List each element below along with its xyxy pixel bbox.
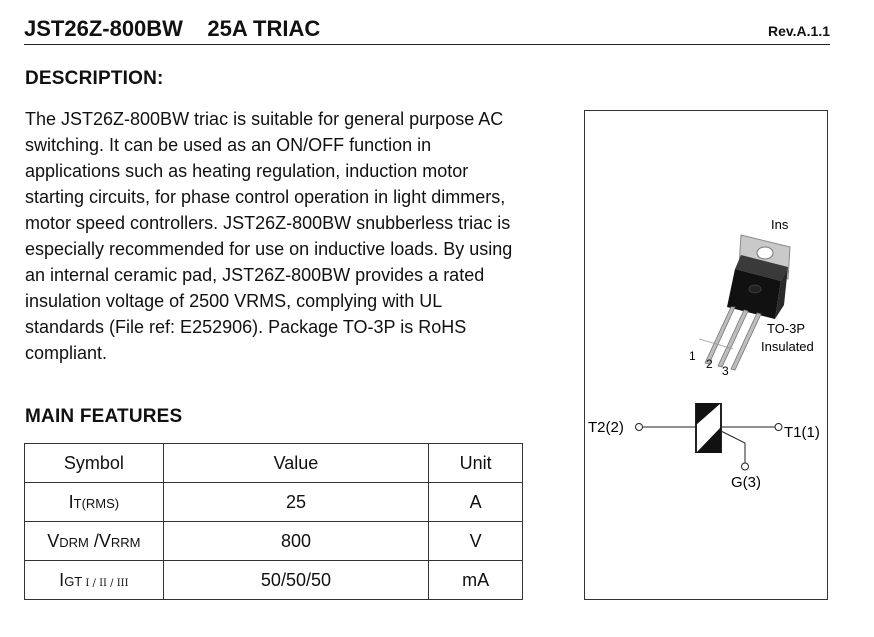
table-row xyxy=(25,522,523,561)
table-row xyxy=(25,483,523,522)
symbol-subscript: T(RMS) xyxy=(73,495,120,511)
description-line: motor speed controllers. JST26Z-800BW snubberless triac is xyxy=(25,213,511,233)
description-line: switching. It can be used as an ON/OFF function in xyxy=(25,135,432,155)
description-line: starting circuits, for phase control operation in light dimmers, xyxy=(25,187,506,207)
package-figure xyxy=(585,111,827,599)
description-line: especially recommended for use on inductive loads. By using xyxy=(25,239,513,259)
pin-label: 3 xyxy=(722,364,729,378)
features-table xyxy=(24,443,523,600)
symbol-cell xyxy=(25,522,164,561)
part-number: JST26Z-800BW xyxy=(24,16,183,41)
title xyxy=(24,16,320,42)
package-note: Insulated xyxy=(761,339,814,354)
header xyxy=(24,14,830,45)
symbol-subscript: DRM xyxy=(59,534,89,550)
tab-label: Ins xyxy=(771,217,789,232)
terminal-g-label: G(3) xyxy=(731,474,761,491)
revision: Rev.A.1.1 xyxy=(768,23,830,39)
symbol-main: I xyxy=(59,569,65,590)
symbol-main: I xyxy=(68,491,74,512)
table-row xyxy=(25,561,523,600)
triac-symbol-icon xyxy=(636,403,783,470)
unit-cell: mA xyxy=(429,561,523,600)
value-cell: 25 xyxy=(163,483,428,522)
description-line: standards (File ref: E252906). Package TO-3P is RoHS xyxy=(25,317,467,337)
symbol-cell xyxy=(25,483,164,522)
column-header-unit: Unit xyxy=(429,444,523,483)
symbol-cell xyxy=(25,561,164,600)
symbol-main: V xyxy=(47,530,60,551)
unit-cell: A xyxy=(429,483,523,522)
description-line: insulation voltage of 2500 VRMS, complying with UL xyxy=(25,291,443,311)
package-figure-box xyxy=(584,110,828,600)
description-heading: DESCRIPTION: xyxy=(25,68,164,89)
pin-label: 1 xyxy=(689,349,696,363)
symbol-subscript: GT xyxy=(64,573,83,589)
description-line: The JST26Z-800BW triac is suitable for general purpose AC xyxy=(25,109,504,129)
value-cell: 800 xyxy=(163,522,428,561)
description-line: applications such as heating regulation, induction motor xyxy=(25,161,469,181)
symbol-subscript: RRM xyxy=(110,534,141,550)
symbol-separator: /V xyxy=(88,530,111,551)
table-header-row xyxy=(25,444,523,483)
features-heading: MAIN FEATURES xyxy=(25,406,183,427)
pin-label: 2 xyxy=(706,357,713,371)
description-line: an internal ceramic pad, JST26Z-800BW provides a rated xyxy=(25,265,485,285)
value-cell: 50/50/50 xyxy=(163,561,428,600)
description-line: compliant. xyxy=(25,343,108,363)
description-text xyxy=(25,106,577,366)
unit-cell: V xyxy=(429,522,523,561)
terminal-t2-label: T2(2) xyxy=(588,419,624,436)
terminal-t1-label: T1(1) xyxy=(784,424,820,441)
column-header-symbol: Symbol xyxy=(25,444,164,483)
package-name: TO-3P xyxy=(767,321,806,336)
column-header-value: Value xyxy=(163,444,428,483)
device-type: 25A TRIAC xyxy=(207,16,321,41)
symbol-quadrants: I / II / III xyxy=(82,577,129,589)
